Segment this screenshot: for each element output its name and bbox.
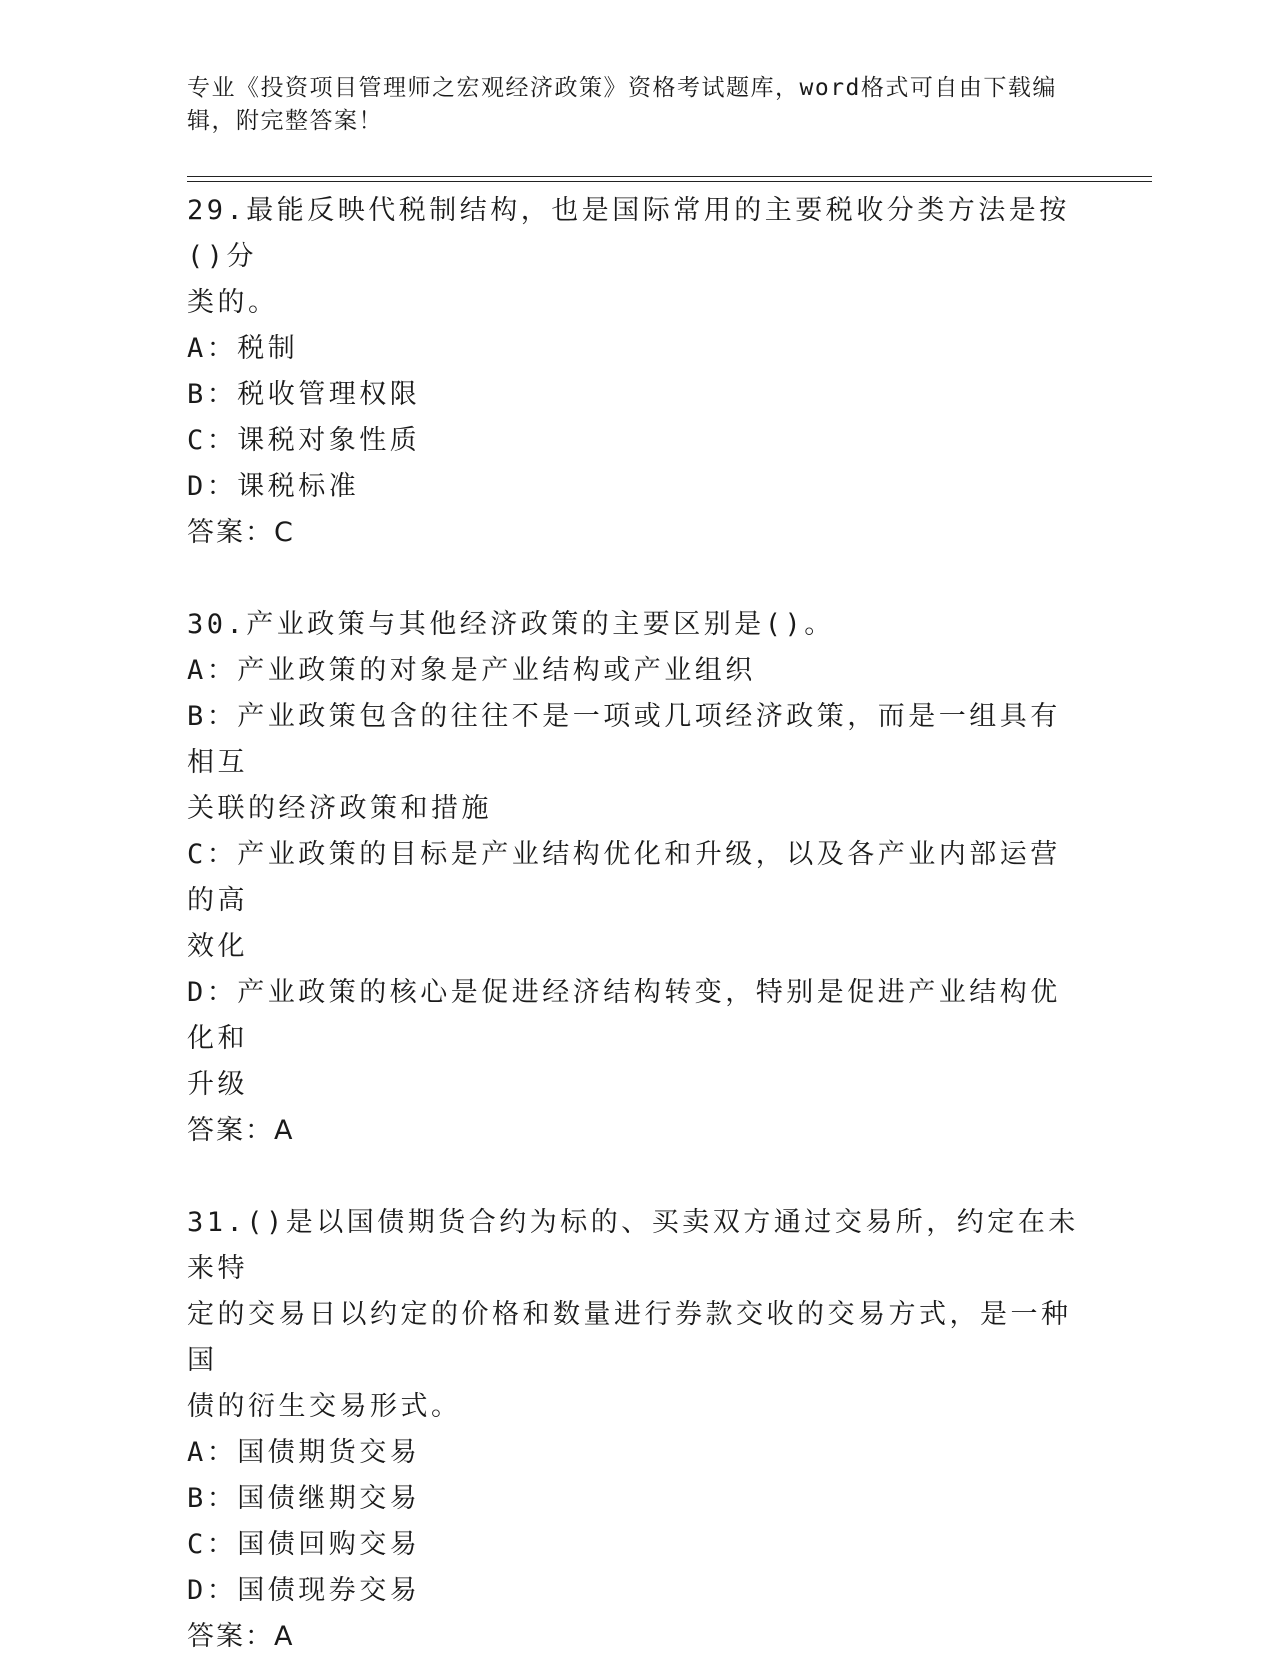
option-b: B：税收管理权限 xyxy=(187,379,421,410)
option-c: C：产业政策的目标是产业结构优化和升级，以及各产业内部运营的高 xyxy=(187,839,1061,916)
question-stem: 30.产业政策与其他经济政策的主要区别是()。 xyxy=(187,609,835,640)
document-header xyxy=(187,72,1067,138)
question-stem: 29.最能反映代税制结构，也是国际常用的主要税收分类方法是按()分 xyxy=(187,195,1070,272)
answer: 答案：C xyxy=(187,517,295,548)
option-a: A：税制 xyxy=(187,333,299,364)
option-b-continued: 关联的经济政策和措施 xyxy=(187,793,492,824)
question-stem: 类的。 xyxy=(187,287,279,318)
option-a: A：国债期货交易 xyxy=(187,1437,421,1468)
header-line: 专业《投资项目管理师之宏观经济政策》资格考试题库，word格式可自由下载编 xyxy=(187,75,1057,101)
option-c: C：国债回购交易 xyxy=(187,1529,421,1560)
answer: 答案：A xyxy=(187,1621,295,1652)
option-b: B：国债继期交易 xyxy=(187,1483,421,1514)
option-c-continued: 效化 xyxy=(187,931,248,962)
question-30 xyxy=(187,602,1087,1154)
option-d-continued: 升级 xyxy=(187,1069,248,1100)
header-divider xyxy=(187,176,1152,177)
question-list xyxy=(187,188,1087,1660)
option-d: D：课税标准 xyxy=(187,471,360,502)
question-31 xyxy=(187,1200,1087,1660)
option-a: A：产业政策的对象是产业结构或产业组织 xyxy=(187,655,756,686)
question-stem: 31.()是以国债期货合约为标的、买卖双方通过交易所，约定在未来特 xyxy=(187,1207,1079,1284)
question-stem: 定的交易日以约定的价格和数量进行券款交收的交易方式，是一种国 xyxy=(187,1299,1072,1376)
header-line: 辑，附完整答案！ xyxy=(187,108,383,134)
question-stem: 债的衍生交易形式。 xyxy=(187,1391,462,1422)
option-c: C：课税对象性质 xyxy=(187,425,421,456)
option-b: B：产业政策包含的往往不是一项或几项经济政策，而是一组具有相互 xyxy=(187,701,1061,778)
question-29 xyxy=(187,188,1087,556)
option-d: D：国债现券交易 xyxy=(187,1575,421,1606)
answer: 答案：A xyxy=(187,1115,295,1146)
option-d: D：产业政策的核心是促进经济结构转变，特别是促进产业结构优化和 xyxy=(187,977,1061,1054)
header-divider xyxy=(187,181,1152,182)
